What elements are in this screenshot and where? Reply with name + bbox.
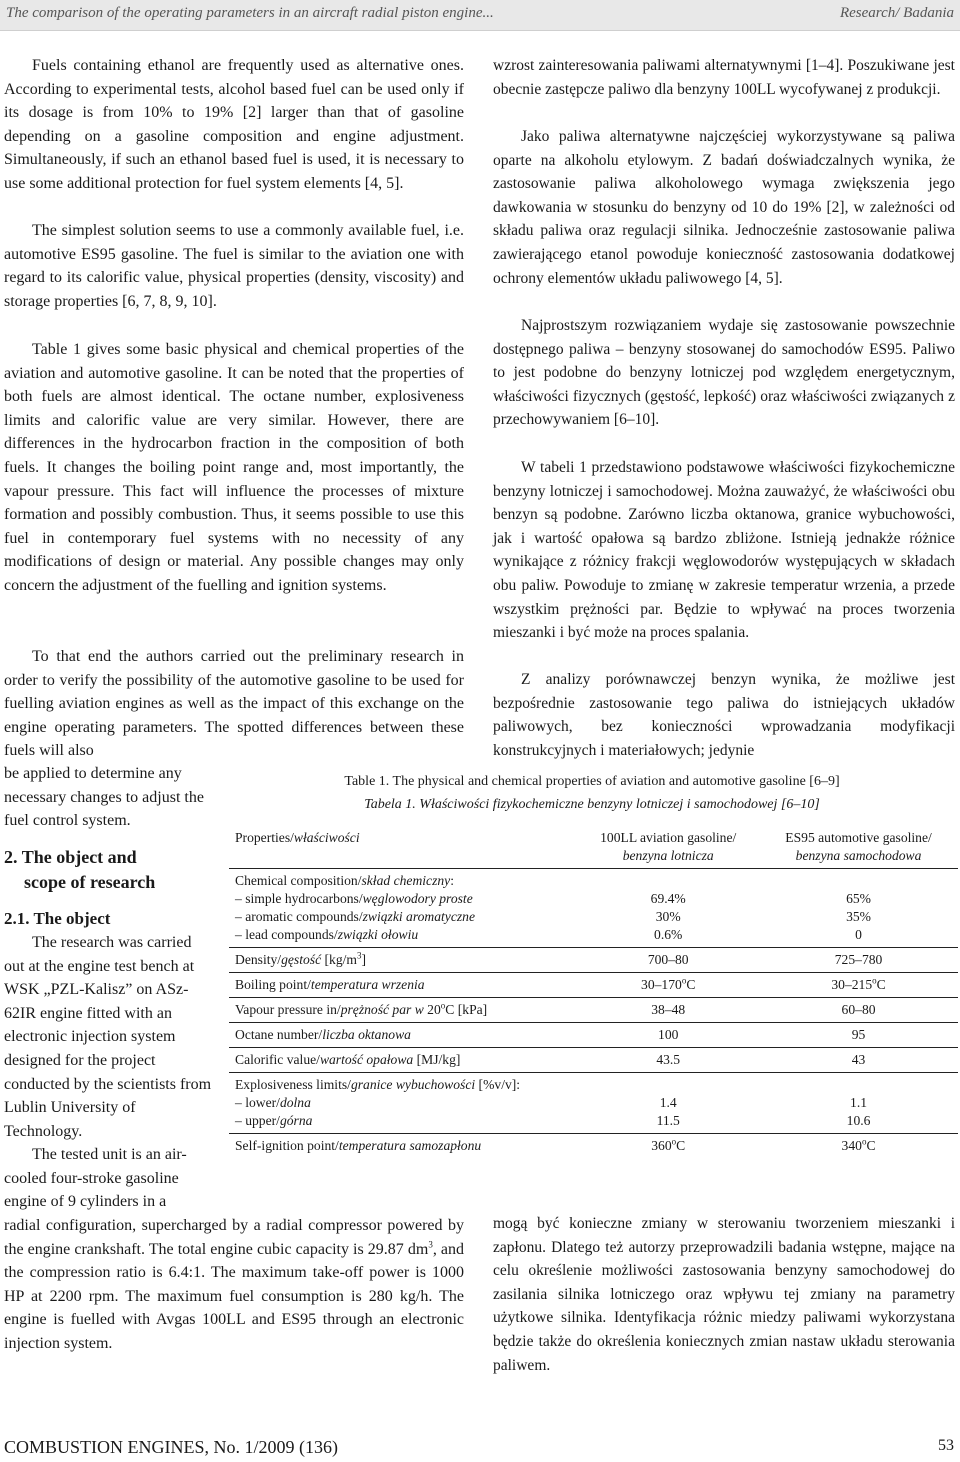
header-automotive: ES95 automotive gasoline/ benzyna samochodowa xyxy=(785,830,932,863)
explosive-label: Explosiveness limits/granice wybuchowości [%v/v]: – lower/dolna – upper/górna xyxy=(229,1073,577,1134)
right-paragraph-6: mogą być konieczne zmiany w sterowaniu tworzeniem mieszanki i zapłonu. Dlatego też autorzy przeprowadzili badania wstępne, mające na celu określenie możliwości zastosowania benzyny samochodowej do zasilania silnika lotniczego oraz wpływu tej zmiany na parametry użytkowe silnika. Identyfikacja różnic miedzy paliwami wykorzystana będzie także do określenia koniecznych zmian nastaw układu sterowania paliwem. xyxy=(493,1215,955,1374)
boiling-automotive: 30–215$^o$C xyxy=(759,973,958,998)
composition-aviation: 69.4% 30% 0.6% xyxy=(577,869,759,948)
table-row-boiling xyxy=(229,973,958,998)
octane-label: Octane number/liczba oktanowa xyxy=(229,1023,577,1048)
header-section: Research/ Badania xyxy=(839,5,954,21)
vapour-aviation: 38–48 xyxy=(577,998,759,1023)
table-row-octane xyxy=(229,1023,958,1048)
density-label: Density/gęstość $[kg/m^3]$ xyxy=(229,948,577,973)
table-header-row xyxy=(229,826,958,869)
left-paragraph-3: Table 1 gives some basic physical and chemical properties of the aviation and automotive gasoline. It can be noted that the properties of both fuels are almost identical. The octane number, explosiveness limits and calorific value are very similar. However, there are differences in the hydrocarbon fraction in the composition of both fuels. It changes the boiling point range and, most importantly, the vapour pressure. This fact will influence the processes of mixture formation and possibly combustion. Thus, it seems possible to use this fuel in contemporary fuel systems with no necessity of any modifications of design or material. Any possible changes may only concern the adjustment of the fuelling and ignition systems. xyxy=(4,341,464,594)
section-title-line-1: The object and xyxy=(21,847,137,867)
section-heading xyxy=(4,845,214,895)
engine-text-2: , and the compression ratio is 6.4:1. The maximum take-off power is 1000 HP at 2200 rpm. The maximum fuel consumption is 280 kg/h. The engine is fuelled with Avgas 100LL and ES95 through an electronic injection system. xyxy=(4,1240,465,1352)
right-paragraph-5: Z analizy porównawczej benzyn wynika, że możliwe jest bezpośrednie zastosowanie tego paliwa do istniejących układów paliwowych, bez konieczności wprowadzania modyfikacji konstrukcyjnych i materiałowych; jedynie xyxy=(493,671,955,759)
table-row-vapour xyxy=(229,998,958,1023)
section-number: 2. xyxy=(4,847,18,867)
table-row-calorific xyxy=(229,1048,958,1073)
table-caption-en: Table 1. The physical and chemical properties of aviation and automotive gasoline [6–9] xyxy=(344,774,840,789)
header-properties: Properties/właściwości xyxy=(235,830,360,845)
density-aviation: 700–80 xyxy=(577,948,759,973)
engine-text-1: radial configuration, supercharged by a radial compressor powered by the engine crankshaft. The total engine cubic capacity is 29.87 dm xyxy=(4,1217,464,1258)
journal-footer: COMBUSTION ENGINES, No. 1/2009 (136) xyxy=(4,1437,338,1457)
left-paragraph-1: Fuels containing ethanol are frequently used as alternative ones. According to experimental tests, alcohol based fuel can be used only if its dosage is from 10% to 19% [2] larger than that of gasoline depending on a gasoline composition and engine adjustment. Simultaneously, if such an ethanol based fuel is used, it is necessary to use some additional protection for fuel system elements [4, 5]. xyxy=(4,57,464,192)
left-paragraph-6a: The tested unit is an air-cooled four-stroke gasoline engine of 9 cylinders in a xyxy=(4,1146,187,1211)
ignition-automotive: 340$^o$C xyxy=(759,1134,958,1159)
composition-automotive: 65% 35% 0 xyxy=(759,869,958,948)
properties-table xyxy=(229,826,958,1158)
octane-aviation: 100 xyxy=(577,1023,759,1048)
right-paragraph-2: Jako paliwa alternatywne najczęściej wykorzystywane są paliwa oparte na alkoholu etylowym. Z badań doświadczalnych wynika, że zastosowanie paliwa alkoholowego wymaga zwiększenia jego dawkowania w stosunku do benzyny od 10 do 19% [2], w zależności od składu paliwa oraz regulacji silnika. Jednocześnie zastosowanie paliwa zawierającego etanol powoduje konieczność zastosowania dodatkowej ochrony elementów układu paliwowego [4, 5]. xyxy=(493,128,955,287)
left-paragraph-2: The simplest solution seems to use a commonly available fuel, i.e. automotive ES95 gasoline. The fuel is similar to the aviation one with regard to its calorific value, physical properties (density, viscosity) and storage properties [6, 7, 8, 9, 10]. xyxy=(4,222,464,310)
right-paragraph-4: W tabeli 1 przedstawiono podstawowe właściwości fizykochemiczne benzyny lotniczej i samochodowej. Można zauważyć, że właściwości obu benzyn są podobne. Zarówno liczba oktanowa, granice wybuchowości, jak i wartość opałowa są bardzo zbliżone. Istnieją jednakże różnice wynikające z różnicy frakcji węglowodorów występujących w składach obu paliw. Powoduje to zmianę w zakresie temperatur wrzenia, a przede wszystkim prężności par. Będzie to wpływać na proces tworzenia mieszanki i być może na proces spalania. xyxy=(493,459,955,642)
cubic-superscript: 3 xyxy=(428,1239,433,1250)
calorific-aviation: 43.5 xyxy=(577,1048,759,1073)
right-paragraph-3: Najprostszym rozwiązaniem wydaje się zastosowanie powszechnie dostępnego paliwa – benzyny stosowanej do samochodów ES95. Paliwo to jest podobne do benzyny lotniczej pod względem energetycznym, właściwości fizycznych (gęstość, lepkość) oraz właściwości związanych z przechowywaniem [6–10]. xyxy=(493,317,955,429)
ignition-label: Self-ignition point/temperatura samozapłonu xyxy=(229,1134,577,1159)
explosive-automotive: 1.1 10.6 xyxy=(759,1073,958,1134)
composition-label: Chemical composition/skład chemiczny: – simple hydrocarbons/węglowodory proste – aromatic compounds/związki aromatyczne – lead compounds/związki ołowiu xyxy=(229,869,577,948)
boiling-label: Boiling point/temperatura wrzenia xyxy=(229,973,577,998)
explosive-aviation: 1.4 11.5 xyxy=(577,1073,759,1134)
table-row-explosive xyxy=(229,1073,958,1134)
octane-automotive: 95 xyxy=(759,1023,958,1048)
right-paragraph-1: wzrost zainteresowania paliwami alternatywnymi [1–4]. Poszukiwane jest obecnie zastępcze paliwo dla benzyny 100LL wycofywanej z produkcji. xyxy=(493,57,955,98)
section-title-line-2: scope of research xyxy=(24,872,156,892)
table-row-composition xyxy=(229,869,958,948)
left-paragraph-4: To that end the authors carried out the preliminary research in order to verify the possibility of the automotive gasoline to be used for fuelling aviation engines as well as the impact of this exchange on the engine operating parameters. The spotted differences between these fuels will also xyxy=(4,648,464,760)
left-paragraph-5: The research was carried out at the engine test bench at WSK „PZL-Kalisz” on ASz-62IR engine fitted with an electronic injection system designed for the project conducted by the scientists from Lublin University of Technology. xyxy=(4,934,212,1140)
left-paragraph-6b xyxy=(4,1214,464,1356)
left-paragraph-4-continued: be applied to determine any necessary changes to adjust the fuel control system. xyxy=(4,765,204,830)
table-row-density xyxy=(229,948,958,973)
header-title: The comparison of the operating parameters in an aircraft radial piston engine... xyxy=(6,5,494,21)
calorific-label: Calorific value/wartość opałowa [MJ/kg] xyxy=(229,1048,577,1073)
table-caption-pl: Tabela 1. Właściwości fizykochemiczne benzyny lotniczej i samochodowej [6–10] xyxy=(364,797,820,812)
vapour-label: Vapour pressure in/prężność par w 20$^o$C [kPa] xyxy=(229,998,577,1023)
page-number: 53 xyxy=(938,1437,954,1454)
density-automotive: 725–780 xyxy=(759,948,958,973)
running-header xyxy=(0,0,960,31)
subsection-heading: 2.1. The object xyxy=(4,909,111,928)
boiling-aviation: 30–170$^o$C xyxy=(577,973,759,998)
ignition-aviation: 360$^o$C xyxy=(577,1134,759,1159)
vapour-automotive: 60–80 xyxy=(759,998,958,1023)
table-row-ignition xyxy=(229,1134,958,1159)
calorific-automotive: 43 xyxy=(759,1048,958,1073)
header-aviation: 100LL aviation gasoline/ benzyna lotnicza xyxy=(600,830,737,863)
